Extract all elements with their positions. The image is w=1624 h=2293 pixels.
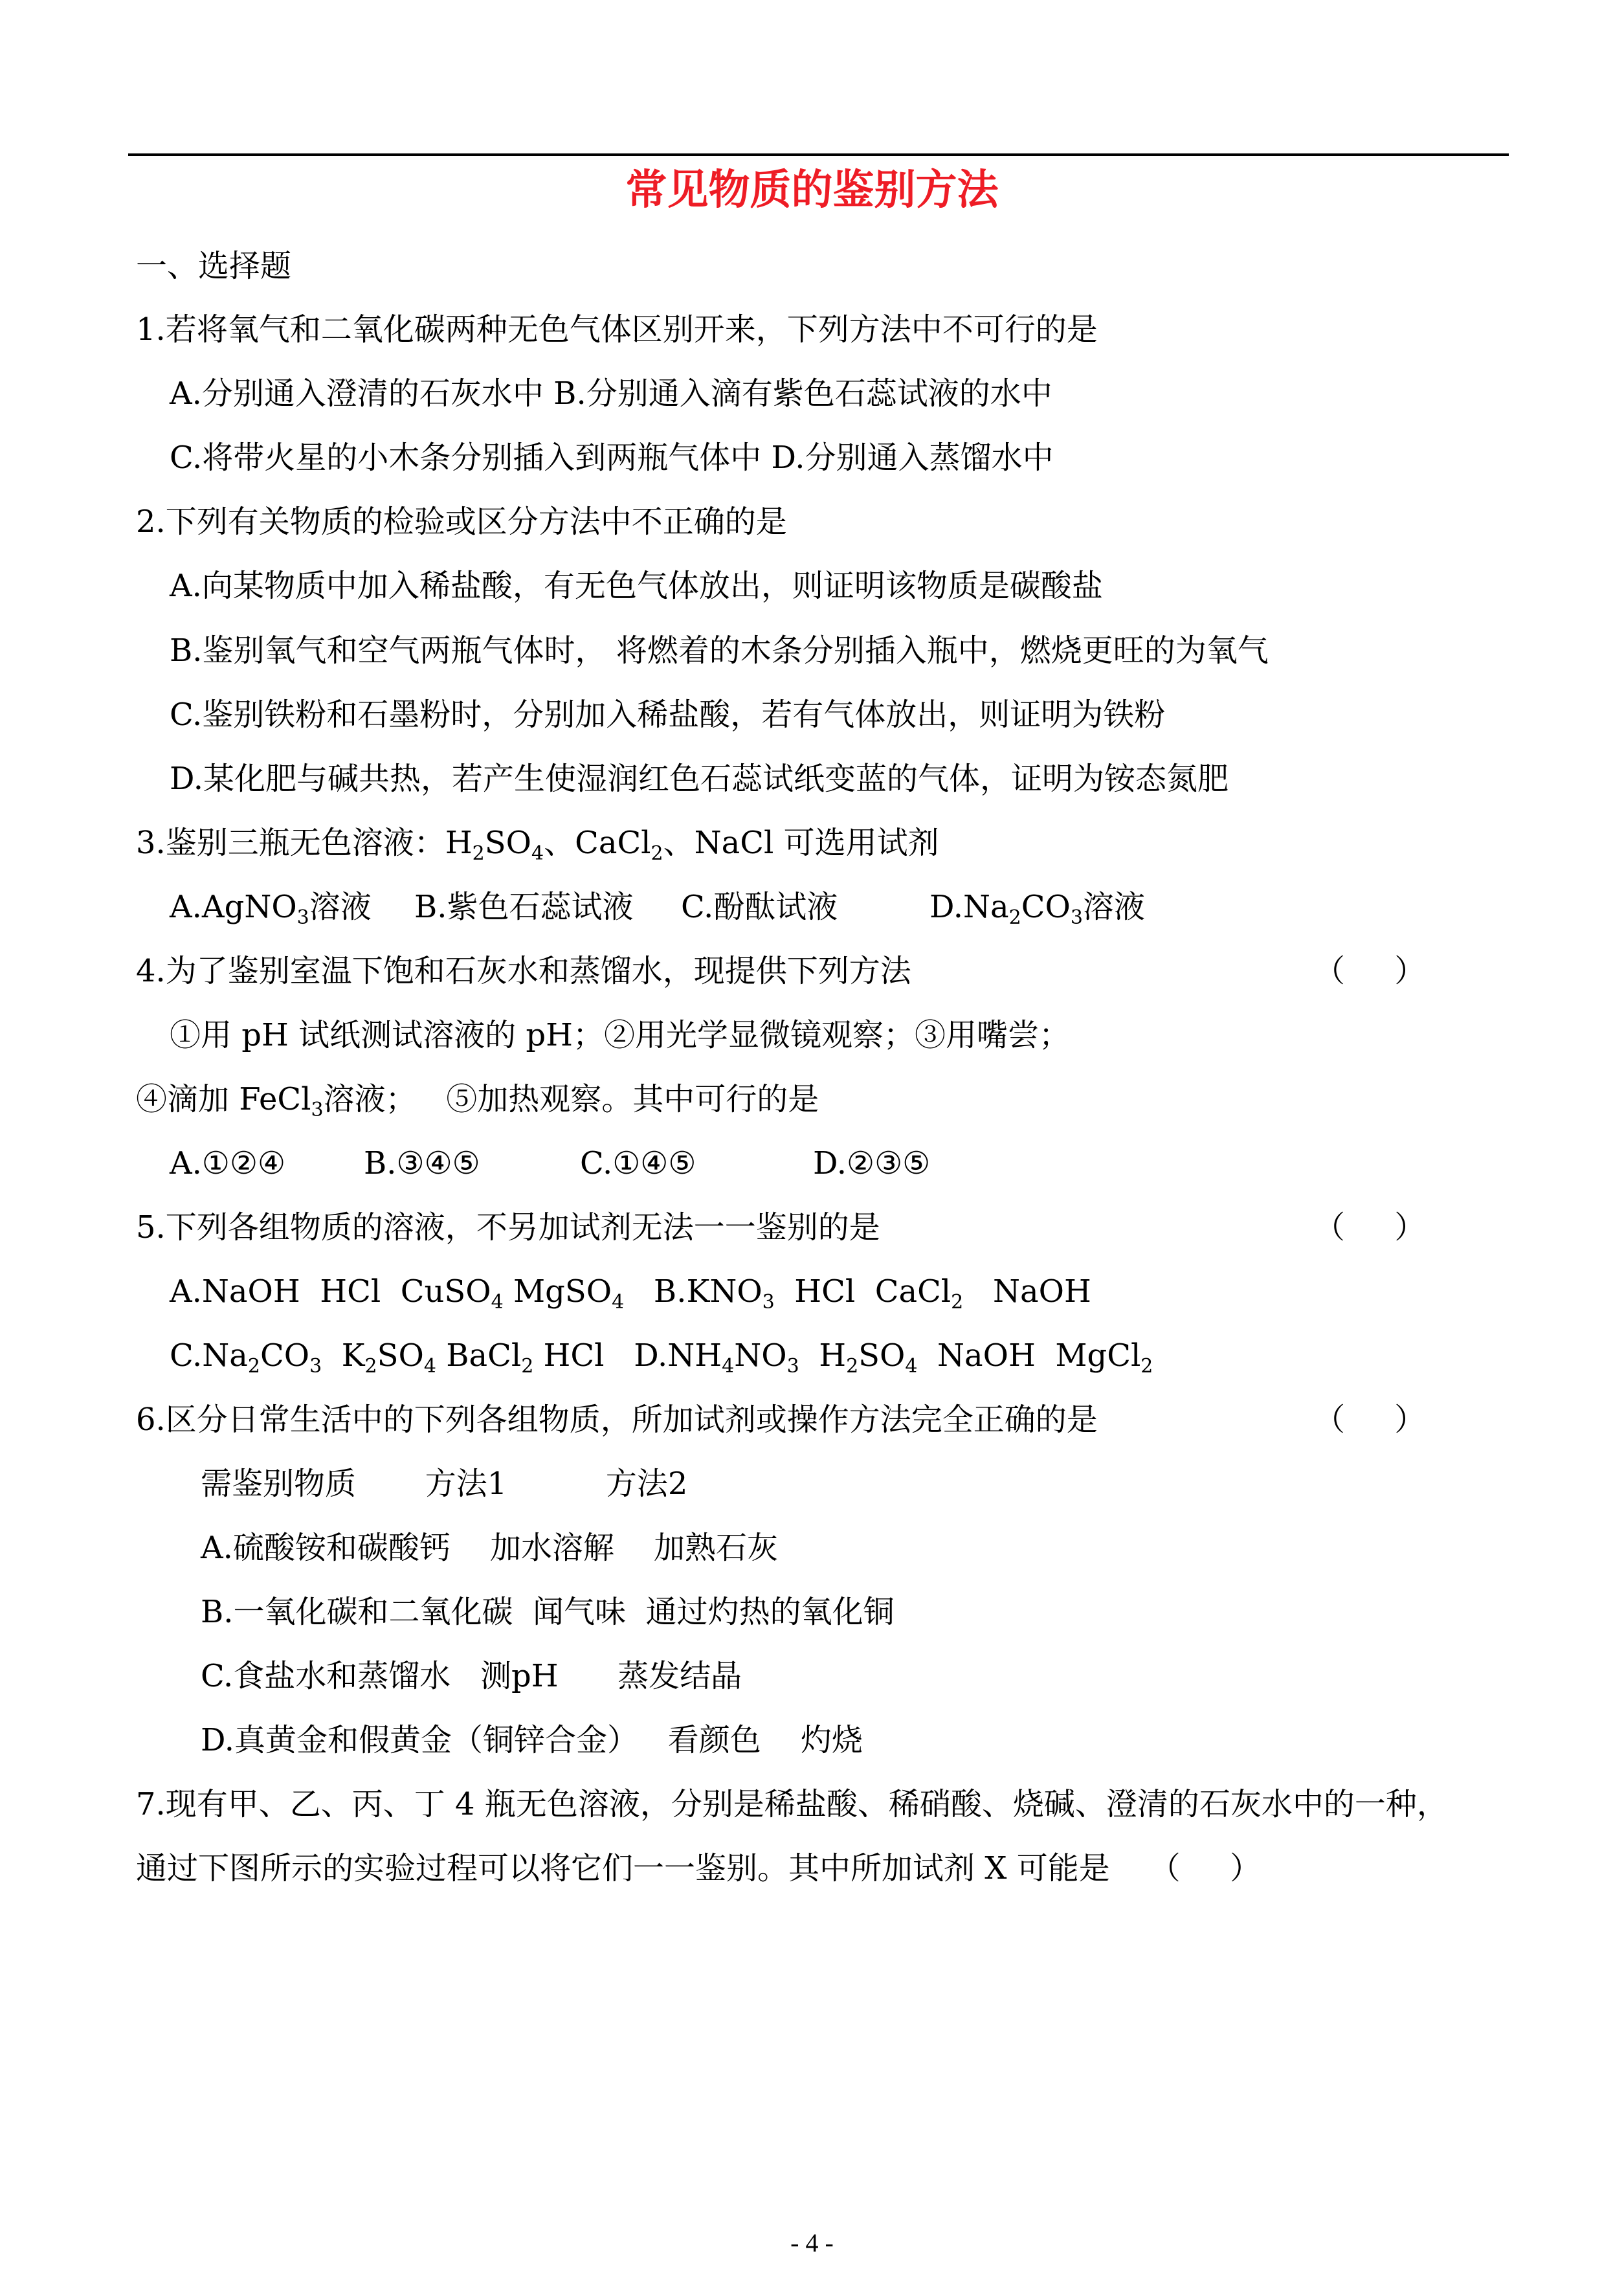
question-3-option-a-suffix: 溶液 xyxy=(309,889,372,925)
question-4-fecl-subscript: 3 xyxy=(311,1099,324,1121)
question-6-answer-bracket: （ ） xyxy=(1314,1402,1426,1438)
question-2-option-b: B.鉴别氧气和空气两瓶气体时， 将燃着的木条分别插入瓶中，燃烧更旺的为氧气 xyxy=(170,632,1269,669)
question-1-options-ab: A.分别通入澄清的石灰水中 B.分别通入滴有紫色石蕊试液的水中 xyxy=(170,375,1052,412)
question-3-option-b: B.紫色石蕊试液 xyxy=(414,889,634,925)
question-5-options-cd: $C.Na_2CO_3$ $K_2SO_4$ BaCl$_2$ HCl $D.NH_4NO_3$ $H_2SO_4$ NaOH MgCl$_2$ xyxy=(170,1337,1153,1378)
question-1-stem: 1.若将氧气和二氧化碳两种无色气体区别开来，下列方法中不可行的是 xyxy=(136,311,1098,348)
question-2-stem: 2.下列有关物质的检验或区分方法中不正确的是 xyxy=(136,504,787,540)
question-3-option-d-suffix: 溶液 xyxy=(1082,889,1145,925)
question-4-methods-line: ①用 pH 试纸测试溶液的 pH；②用光学显微镜观察；③用嘴尝； xyxy=(170,1017,1070,1053)
question-6-table-header: 需鉴别物质 方法1 方法2 xyxy=(201,1466,688,1502)
question-3-stem-prefix: 3.鉴别三瓶无色溶液： xyxy=(136,825,445,861)
question-7-stem-line-2: 通过下图所示的实验过程可以将它们一一鉴别。其中所加试剂 X 可能是 （ ） xyxy=(136,1850,1262,1886)
question-4-option-b: B.③④⑤ xyxy=(364,1145,480,1181)
question-4-option-c: C.①④⑤ xyxy=(580,1145,696,1181)
page-title: 常见物质的鉴别方法 xyxy=(625,166,999,214)
question-1-options-cd: C.将带火星的小木条分别插入到两瓶气体中 D.分别通入蒸馏水中 xyxy=(170,440,1054,476)
question-4-option-a: A.①②④ xyxy=(170,1145,286,1181)
question-4-stem: 4.为了鉴别室温下饱和石灰水和蒸馏水，现提供下列方法 xyxy=(136,953,911,989)
question-2-option-c: C.鉴别铁粉和石墨粉时，分别加入稀盐酸，若有气体放出，则证明为铁粉 xyxy=(170,697,1166,733)
question-6-option-b: B.一氧化碳和二氧化碳 闻气味 通过灼热的氧化铜 xyxy=(201,1594,895,1630)
question-3-stem: 3.鉴别三瓶无色溶液：$H_2SO_4$、CaCl$_2$、NaCl 可选用试剂 xyxy=(136,825,939,865)
question-2-option-d: D.某化肥与碱共热，若产生使湿润红色石蕊试纸变蓝的气体，证明为铵态氮肥 xyxy=(170,761,1229,797)
question-7-stem-line-1: 7.现有甲、乙、丙、丁 4 瓶无色溶液，分别是稀盐酸、稀硝酸、烧碱、澄清的石灰水中的一种， xyxy=(136,1786,1448,1822)
question-6-option-d: D.真黄金和假黄金（铜锌合金） 看颜色 灼烧 xyxy=(201,1722,863,1758)
question-4-methods-line-2 xyxy=(136,1080,819,1119)
page-number: - 4 - xyxy=(790,2228,834,2257)
section-heading: 一、选择题 xyxy=(136,248,292,284)
question-4-option-d: D.②③⑤ xyxy=(813,1145,931,1181)
question-2-option-a: A.向某物质中加入稀盐酸，有无色气体放出，则证明该物质是碳酸盐 xyxy=(170,568,1103,604)
question-6-stem: 6.区分日常生活中的下列各组物质，所加试剂或操作方法完全正确的是 xyxy=(136,1402,1098,1438)
question-3-option-d: $D.Na_2CO_3$溶液 xyxy=(929,889,1145,929)
question-3-option-c: C.酚酞试液 xyxy=(681,889,838,925)
question-5-options-ab: A.NaOH HCl CuSO$_4$ MgSO$_4$ $B.KNO_3$ HCl CaCl$_2$ NaOH xyxy=(170,1273,1091,1314)
question-4-methods-suffix: 溶液； ⑤加热观察。其中可行的是 xyxy=(323,1081,819,1117)
question-6-option-c: C.食盐水和蒸馏水 测pH 蒸发结晶 xyxy=(201,1658,742,1694)
question-5-stem: 5.下列各组物质的溶液，不另加试剂无法一一鉴别的是 xyxy=(136,1209,880,1246)
question-4-fecl-prefix: ④滴加 FeCl xyxy=(136,1081,311,1117)
question-5-answer-bracket: （ ） xyxy=(1314,1209,1426,1246)
question-3-stem-suffix: 可选用试剂 xyxy=(783,825,939,861)
question-6-option-a: A.硫酸铵和碳酸钙 加水溶解 加熟石灰 xyxy=(201,1530,778,1566)
question-4-answer-bracket: （ ） xyxy=(1314,953,1426,989)
question-3-option-a: A.AgNO$_3$溶液 xyxy=(170,889,372,929)
header-rule xyxy=(128,153,1509,156)
